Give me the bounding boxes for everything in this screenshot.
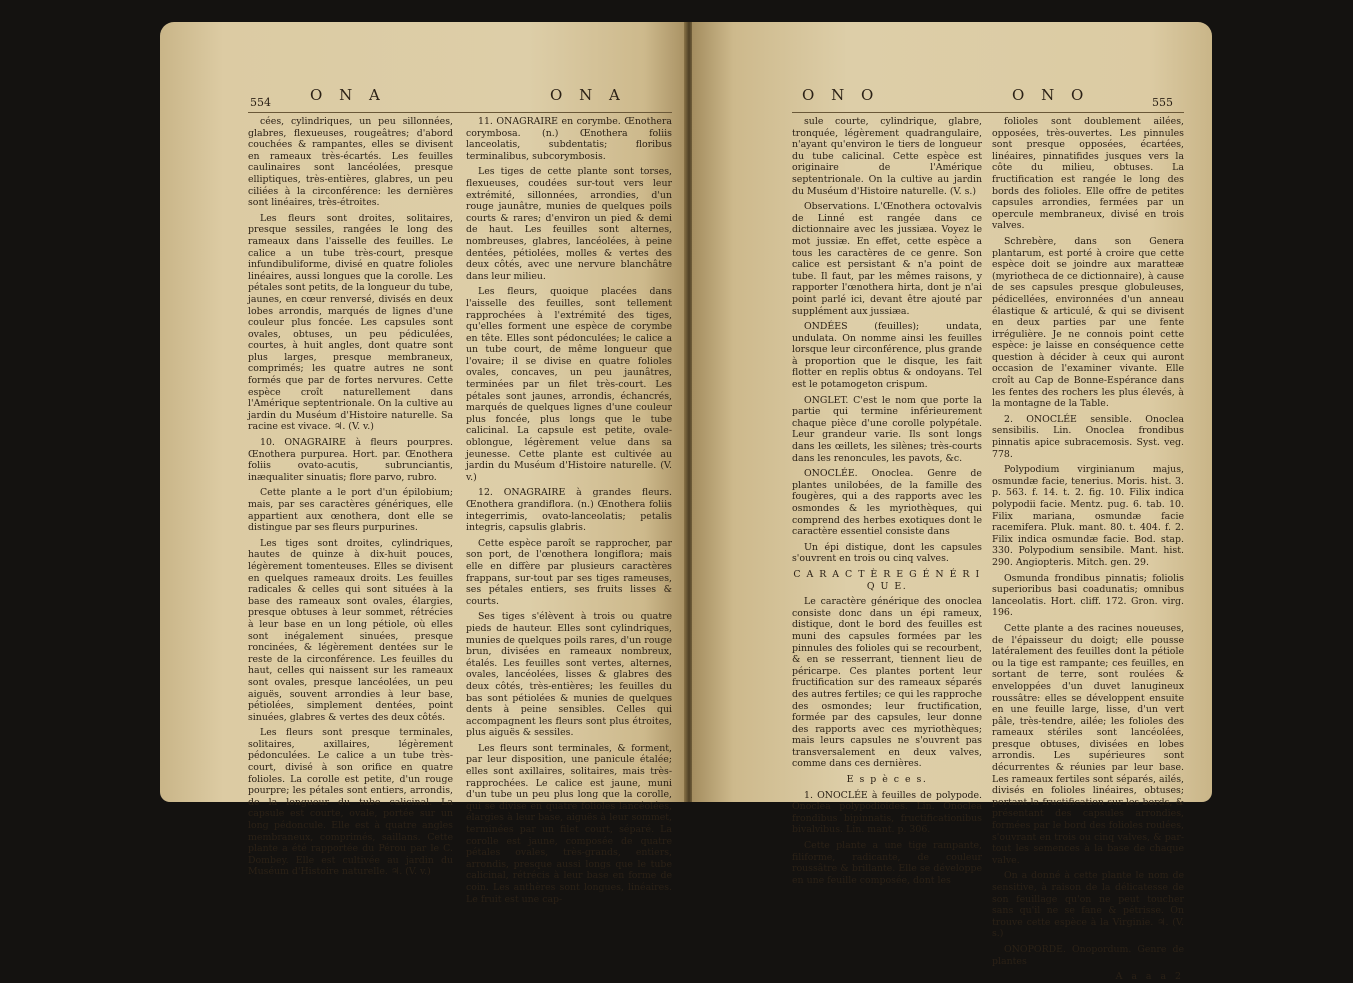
signature-mark: A a a a 2 (1115, 971, 1184, 983)
text-paragraph: ONGLET. C'est le nom que porte la partie qui termine inférieurement chaque pièce d'une corolle polypétale. Leur grandeur varie. Ils sont longs dans les œillets, les silènes; très-courts dans les renoncules, les pavots, &c. (792, 394, 982, 464)
text-paragraph: sule courte, cylindrique, glabre, tronquée, légèrement quadrangulaire, n'ayant qu'environ le tiers de longueur du tube calicinal. Cette espèce est originaire de l'Amérique septentrionale. On la cultive au jardin du Muséum d'Histoire naturelle. (V. s.) (792, 116, 982, 197)
header-rule-left (248, 112, 672, 113)
left-page (160, 22, 686, 905)
section-heading-generic: C A R A C T È R E G É N É R I Q U E. (793, 568, 981, 592)
text-paragraph: Un épi distique, dont les capsules s'ouvrent en trois ou cinq valves. (792, 541, 982, 565)
text-paragraph: Les tiges de cette plante sont torses, flexueuses, coudées sur-tout vers leur extrémité, sillonnées, arrondies, d'un rouge jaunâtre, munies de quelques poils courts & rares; d'environ un pied & demi de haut. Les feuilles sont alternes, nombreuses, glabres, lancéolées, à peine dentées, pétiolées, molles & vertes des deux côtés, avec une nervure blanchâtre dans leur milieu. (466, 166, 672, 282)
header-rule-right (792, 112, 1184, 113)
running-head-left-1: O N A (310, 86, 386, 104)
text-paragraph: Osmunda frondibus pinnatis; foliolis superioribus basi coadunatis; omnibus lanceolatis. Hort. cliff. 172. Gron. virg. 196. (992, 572, 1184, 619)
text-paragraph: Les tiges sont droites, cylindriques, hautes de quinze à dix-huit pouces, légèrement tomenteuses. Elles se divisent en quelques rameaux droits. Les feuilles radicales & celles qui sont situées à la base des rameaux sont ovales, élargies, presque obtuses à leur sommet, rétrécies à leur base en un long pétiole, où elles sont inégalement sinuées, presque roncinées, & légèrement dentées sur le reste de la circonférence. Les feuilles du haut, celles qui naissent sur les rameaux sont ovales, presque lancéolées, un peu aiguës, souvent arrondies à leur base, pétiolées, simplement dentées, point sinuées, glabres & vertes des deux côtés. (248, 537, 453, 723)
text-paragraph: ONDÉES (feuilles); undata, undulata. On nomme ainsi les feuilles lorsque leur circonférence, plus grande à proportion que le disque, les fait flotter en replis obtus & ondoyans. Tel est le potamogeton crispum. (792, 321, 982, 391)
left-column-1 (248, 116, 453, 882)
section-heading-species: E s p è c e s. (846, 774, 928, 786)
text-paragraph: Cette plante a des racines noueuses, de l'épaisseur du doigt; elle pousse latéralement des feuilles dont la pétiole ou la tige est rampante; ces feuilles, en sortant de terre, sont roulées & enveloppées d'un duvet lanugineux roussâtre: elles se développent ensuite en une feuille large, lisse, d'un vert pâle, très-tendre, ailée; les folioles des rameaux stériles sont lancéolées, presque obtuses, divisées en lobes arrondis. Les supérieures sont décurrentes & réunies par leur base. Les rameaux fertiles sont séparés, ailés, divisés en folioles linéaires, obtuses; portant la fructification sur les bords, & présentant des capsules arrondies, formées par le bord des folioles roulées, s'ouvrant en trois ou cinq valves, & par-tout les semences à la base de chaque valve. (992, 622, 1184, 866)
text-paragraph: 11. ONAGRAIRE en corymbe. Œnothera corymbosa. (n.) Œnothera foliis lanceolatis, subdentatis; floribus terminalibus, subcorymbosis. (466, 116, 672, 162)
text-paragraph: Observations. L'Œnothera octovalvis de Linné est rangée dans ce dictionnaire avec les jussiæa. Voyez le mot jussiæ. En effet, cette espèce a tous les caractères de ce genre. Son calice est persistant & n'a point de tube. Il faut, par les mêmes raisons, y rapporter l'œnothera hirta, dont je n'ai point parlé ici, devant être ajouté par supplément aux jussiæa. (792, 201, 982, 317)
text-paragraph: cées, cylindriques, un peu sillonnées, glabres, flexueuses, rougeâtres; d'abord couchées & rampantes, elles se divisent en rameaux très-écartés. Les feuilles caulinaires sont lancéolées, presque elliptiques, très-entières, glabres, un peu ciliées à la circonférence: les dernières sont linéaires, très-étroites. (248, 116, 453, 209)
text-paragraph: 1. ONOCLÉE à feuilles de polypode. Onoclea polypodioides. Lin. Onoclea frondibus bipinnatis, fructificationibus bivalvibus. Lin. mant. p. 306. (792, 789, 982, 836)
page-number-left: 554 (250, 96, 271, 109)
text-paragraph: 12. ONAGRAIRE à grandes fleurs. Œnothera grandiflora. (n.) Œnothera foliis integerrimis, ovato-lanceolatis; petalis integris, capsulis glabris. (466, 487, 672, 534)
running-head-right-1: O N O (802, 86, 880, 104)
right-column-1 (792, 116, 982, 890)
text-paragraph: Cette plante a le port d'un épilobium; mais, par ses caractères génériques, elle appartient aux œnothera, dont elle se distingue par ses fleurs purpurines. (248, 487, 453, 534)
running-head-left-2: O N A (550, 86, 626, 104)
running-head-right-2: O N O (1012, 86, 1090, 104)
text-paragraph: Les fleurs sont presque terminales, solitaires, axillaires, légèrement pédonculées. Le calice a un tube très-court, divisé à son orifice en quatre folioles. La corolle est petite, d'un rouge pourpre; les pétales sont entiers, arrondis, de la longueur du tube calicinal. La capsule est courte, ovale, portée sur un long pédoncule. Elle est à quatre angles membraneux, comprimés, saillans. Cette plante a été rapportée du Pérou par le C. Dombey. Elle est cultivée au jardin du Muséum d'Histoire naturelle. ♃. (V. v.) (248, 727, 453, 878)
text-paragraph: Les fleurs, quoique placées dans l'aisselle des feuilles, sont tellement rapprochées à l'extrémité des tiges, qu'elles forment une espèce de corymbe en tête. Elles sont pédonculées; le calice a un tube court, de même longueur que l'ovaire; il se divise en quatre folioles ovales, concaves, un peu jaunâtres, terminées par un filet très-court. Les pétales sont jaunes, arrondis, échancrés, marqués de quelques lignes d'une couleur plus foncée, plus longs que le tube calicinal. La capsule est petite, ovale-oblongue, légèrement velue dans sa jeunesse. Cette plante est cultivée au jardin du Muséum d'Histoire naturelle. (V. v.) (466, 286, 672, 483)
text-paragraph: Polypodium virginianum majus, osmundæ facie, tenerius. Moris. hist. 3. p. 563. f. 14. t. 2. fig. 10. Filix indica polypodii facie. Mentz. pug. 6. tab. 10. Filix mariana, osmundæ facie racemifera. Pluk. mant. 80. t. 404. f. 2. Filix indica osmundæ facie. Bod. stap. 330. Polypodium sensibile. Mant. hist. 290. Angiopteris. Mitch. gen. 29. (992, 464, 1184, 568)
text-paragraph: folioles sont doublement ailées, opposées, très-ouvertes. Les pinnules sont presque opposées, écartées, linéaires, pinnatifides jusques vers la côte du milieu, obtuses. La fructification est rangée le long des bords des folioles. Elle offre de petites capsules arrondies, fermées par un opercule membraneux, divisé en trois valves. (992, 116, 1184, 232)
text-paragraph: Les fleurs sont droites, solitaires, presque sessiles, rangées le long des rameaux dans l'aisselle des feuilles. Le calice a un tube très-court, presque infundibuliforme, divisé en quatre folioles linéaires, aussi longues que la corolle. Les pétales sont petits, de la longueur du tube, jaunes, en cœur renversé, divisés en deux lobes arrondis, marqués de lignes d'une couleur plus foncée. Les capsules sont ovales, obtuses, un peu pédiculées, courtes, à huit angles, dont quatre sont plus larges, presque membraneux, comprimés; les quatre autres ne sont formés que par de fortes nervures. Cette espèce croît naturellement dans l'Amérique septentrionale. On la cultive au jardin du Muséum d'Histoire naturelle. Sa racine est vivace. ♃. (V. v.) (248, 212, 453, 433)
text-paragraph: Schrebère, dans son Genera plantarum, est porté à croire que cette espèce doit se joindre aux maratteæ (myriotheca de ce dictionnaire), à cause de ses capsules presque globuleuses, pédicellées, environnées d'un anneau élastique & articulé, & qui se divisent en deux parties par une fente irrégulière. Je ne connois point cette espèce: je laisse en conséquence cette question à décider à ceux qui auront occasion de l'examiner vivante. Elle croît au Cap de Bonne-Espérance dans les fentes des rochers les plus élevés, à la montagne de la Table. (992, 235, 1184, 410)
left-column-2 (466, 116, 672, 909)
right-column-2 (992, 116, 1184, 983)
text-paragraph: Les fleurs sont terminales, & forment, par leur disposition, une panicule étalée; elles sont axillaires, solitaires, mais très-rapprochées. Le calice est jaune, muni d'un tube un peu plus long que la corolle, qui se divise en quatre folioles lancéolées, élargies à leur base, aiguës à leur sommet, terminées par un filet court, séparé. La corolle est jaune, composée de quatre pétales ovales, très-grands, entiers, arrondis, presque aussi longs que le tube calicinal, rétrécis à leur base en forme de coin. Les anthères sont longues, linéaires. Le fruit est une cap- (466, 742, 672, 905)
right-page (692, 22, 1212, 983)
text-paragraph: ONOPORDE. Onopordum. Genre de plantes (992, 943, 1184, 967)
text-paragraph: On a donné à cette plante le nom de sensitive, à raison de la délicatesse de son feuillage qu'on ne peut toucher sans qu'il ne se fane & pétrisse. On trouve cette espèce à la Virginie. ♃. (V. s.) (992, 870, 1184, 940)
text-paragraph: Cette espèce paroît se rapprocher, par son port, de l'œnothera longiflora; mais elle en diffère par plusieurs caractères frappans, sur-tout par ses tiges rameuses, ses pétales entiers, ses fruits lisses & courts. (466, 537, 672, 607)
text-paragraph: Ses tiges s'élèvent à trois ou quatre pieds de hauteur. Elles sont cylindriques, munies de quelques poils rares, d'un rouge brun, divisées en rameaux nombreux, étalés. Les feuilles sont vertes, alternes, ovales, lancéolées, lisses & glabres des deux côtés, très-entières; les feuilles du bas sont pétiolées & munies de quelques dents à peine sensibles. Celles qui accompagnent les fleurs sont plus étroites, plus aiguës & sessiles. (466, 611, 672, 739)
text-paragraph: 10. ONAGRAIRE à fleurs pourpres. Œnothera purpurea. Hort. par. Œnothera foliis ovato-acutis, subrunciantis, inæqualiter sinuatis; flore parvo, rubro. (248, 437, 453, 483)
page-number-right: 555 (1152, 96, 1173, 109)
text-paragraph: ONOCLÉE. Onoclea. Genre de plantes unilobées, de la famille des fougères, qui a des rapports avec les osmondes & les myriothèques, qui comprend des herbes exotiques dont le caractère essentiel consiste dans (792, 468, 982, 538)
text-paragraph: Le caractère générique des onoclea consiste donc dans un épi rameux, distique, dont le bord des feuilles est muni des capsules formées par les pinnules des folioles qui se recourbent, & en se resserrant, tiennent lieu de péricarpe. Ces plantes portent leur fructification sur des rameaux séparés des autres fertiles; ce qui les rapproche des osmondes; leur fructification, formée par des capsules, leur donne des rapports avec ces myriothèques; mais leurs capsules ne s'ouvrent pas transversalement en deux valves, comme dans ces dernières. (792, 596, 982, 770)
text-paragraph: Cette plante a une tige rampante, filiforme, radicante, de couleur roussâtre & brillante. Elle se développe en une feuille composée, dont les (792, 840, 982, 886)
text-paragraph: 2. ONOCLÉE sensible. Onoclea sensibilis. Lin. Onoclea frondibus pinnatis apice subracemosis. Syst. veg. 778. (992, 413, 1184, 460)
